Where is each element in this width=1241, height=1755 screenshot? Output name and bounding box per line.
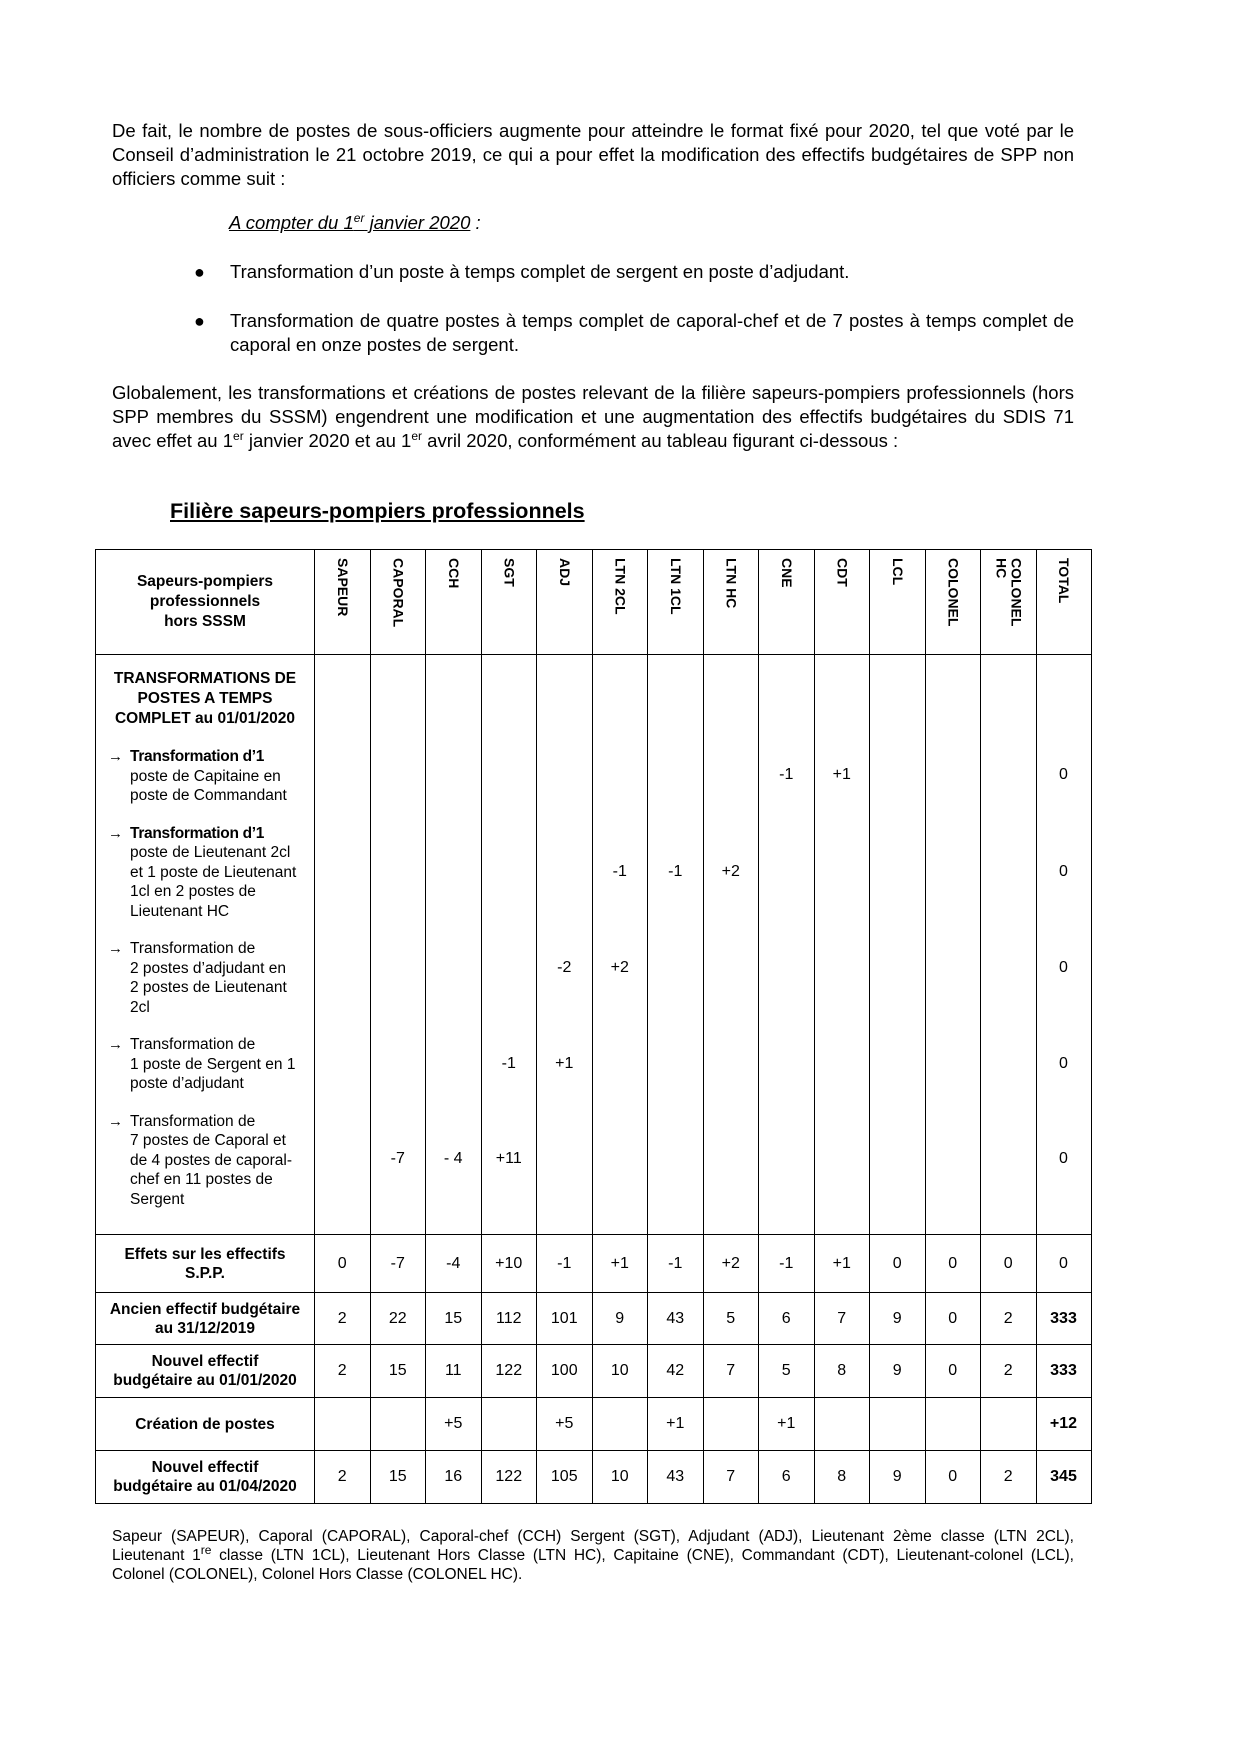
- table-cell: 2: [315, 1293, 371, 1345]
- table-cell: 43: [648, 1293, 704, 1345]
- transformations-value-cell: [315, 655, 371, 1235]
- table-cell: 0: [925, 1235, 981, 1293]
- transformation-line: 2 postes d’adjudant en: [130, 959, 286, 977]
- table-cell: 2: [981, 1451, 1037, 1504]
- transformation-value: -1: [779, 766, 794, 783]
- table-cell: +1: [592, 1235, 648, 1293]
- intro-paragraph: De fait, le nombre de postes de sous-officiers augmente pour atteindre le format fixé pour 2020, tel que voté par le Conseil d’administration le 21 octobre 2019, ce qui a pour effet la modification des effectifs budgétaires de SPP non officiers comme suit :: [112, 120, 1074, 189]
- summary-row-label-line: budgétaire au 01/01/2020: [113, 1372, 297, 1389]
- transformation-line: poste de Lieutenant 2cl: [130, 844, 291, 861]
- column-header: [315, 550, 371, 655]
- summary-row-label-line: Effets sur les effectifs: [124, 1245, 286, 1263]
- table-cell: 7: [703, 1345, 759, 1398]
- bullet-icon: ●: [194, 262, 205, 282]
- column-header: [814, 550, 870, 655]
- table-cell: 15: [370, 1451, 426, 1504]
- dated-heading-suffix: janvier 2020: [364, 212, 471, 233]
- arrow-icon: →: [108, 1112, 123, 1130]
- global-paragraph-part: janvier 2020 et au 1: [243, 430, 412, 451]
- total-cell: 333: [1036, 1345, 1091, 1398]
- table-cell: +1: [814, 1235, 870, 1293]
- table-cell: 122: [481, 1451, 537, 1504]
- table-cell: [481, 1398, 537, 1451]
- table-cell: +2: [703, 1235, 759, 1293]
- table-cell: +5: [537, 1398, 593, 1451]
- transformation-line: poste de Capitaine en: [130, 767, 281, 785]
- transformation-value: +11: [495, 1150, 522, 1167]
- transformations-title-line: TRANSFORMATIONS DE: [113, 670, 297, 687]
- transformations-value-cell: [592, 655, 648, 1235]
- arrow-icon: →: [108, 1036, 123, 1053]
- column-header-label: CDT: [834, 558, 851, 587]
- transformation-value: +1: [832, 766, 851, 783]
- summary-row-label: [96, 1451, 315, 1504]
- table-cell: 101: [537, 1293, 593, 1345]
- summary-row: [96, 1235, 1092, 1293]
- column-header: [925, 550, 981, 655]
- transformation-lead: Transformation de: [130, 940, 256, 957]
- transformations-label-cell: [96, 655, 315, 1235]
- bullet-item: [194, 260, 1074, 284]
- table-cell: 105: [537, 1451, 593, 1504]
- transformations-row: [96, 655, 1092, 1235]
- summary-row: [96, 1451, 1092, 1504]
- corner-line: professionnels: [149, 593, 261, 610]
- bullet-text: Transformation de quatre postes à temps complet de caporal-chef et de 7 postes à temps complet de caporal en onze postes de sergent.: [230, 310, 1074, 355]
- bullet-icon: ●: [194, 311, 205, 331]
- table-cell: -1: [537, 1235, 593, 1293]
- column-header: [537, 550, 593, 655]
- total-cell: 0: [1036, 1235, 1091, 1293]
- transformation-line: poste de Commandant: [130, 787, 287, 804]
- dated-heading-colon: :: [470, 212, 481, 233]
- table-cell: 7: [703, 1451, 759, 1504]
- arrow-icon: →: [108, 824, 123, 842]
- transformations-title: [102, 669, 308, 729]
- table-cell: [703, 1398, 759, 1451]
- transformations-value-cell: [648, 655, 704, 1235]
- table-cell: 0: [315, 1235, 371, 1293]
- transformation-line: 7 postes de Caporal et: [130, 1132, 286, 1149]
- column-header-label: CCH: [445, 558, 462, 589]
- table-header-row: [96, 550, 1092, 655]
- transformation-value: +1: [555, 1055, 574, 1072]
- table-cell: 2: [981, 1293, 1037, 1345]
- transformation-item: [102, 939, 308, 1017]
- table-cell: -1: [648, 1235, 704, 1293]
- total-cell: 333: [1036, 1293, 1091, 1345]
- transformations-value-cell: [370, 655, 426, 1235]
- table-cell: 0: [925, 1345, 981, 1398]
- table-cell: -7: [370, 1235, 426, 1293]
- bullet-text: Transformation d’un poste à temps complet de sergent en poste d’adjudant.: [230, 261, 850, 282]
- summary-row: [96, 1293, 1092, 1345]
- transformation-lead: Transformation d’1: [130, 748, 265, 765]
- dated-heading: [229, 212, 481, 234]
- transformation-line: Sergent: [130, 1190, 185, 1208]
- table-cell: 0: [925, 1451, 981, 1504]
- global-paragraph-sup: er: [233, 428, 244, 443]
- transformations-value-cell: [759, 655, 815, 1235]
- column-header-label: CAPORAL: [390, 558, 407, 628]
- transformation-line: et 1 poste de Lieutenant: [130, 863, 297, 881]
- transformations-value-cell: [1036, 655, 1091, 1235]
- staffing-table: [95, 549, 1092, 1504]
- transformation-line: de 4 postes de caporal-: [130, 1151, 292, 1169]
- transformation-value: 0: [1059, 863, 1068, 880]
- transformation-value: - 4: [443, 1150, 463, 1167]
- transformation-value: 0: [1059, 1055, 1068, 1072]
- table-cell: 0: [870, 1235, 926, 1293]
- table-cell: +1: [759, 1398, 815, 1451]
- table-cell: 15: [370, 1345, 426, 1398]
- table-cell: 0: [981, 1235, 1037, 1293]
- table-cell: 8: [814, 1345, 870, 1398]
- transformations-value-cell: [481, 655, 537, 1235]
- transformations-value-cell: [814, 655, 870, 1235]
- table-cell: [981, 1398, 1037, 1451]
- transformation-item: [102, 1112, 308, 1210]
- transformations-value-cell: [426, 655, 482, 1235]
- column-header-label: COLONEL: [945, 558, 962, 627]
- column-header-label: TOTAL: [1056, 558, 1072, 604]
- table-cell: 6: [759, 1451, 815, 1504]
- table-cell: 11: [426, 1345, 482, 1398]
- table-cell: [925, 1398, 981, 1451]
- table-cell: 42: [648, 1345, 704, 1398]
- arrow-icon: →: [108, 940, 123, 957]
- table-cell: 22: [370, 1293, 426, 1345]
- column-header: [759, 550, 815, 655]
- table-cell: [592, 1398, 648, 1451]
- summary-row-label: [96, 1235, 315, 1293]
- column-header: [481, 550, 537, 655]
- transformation-line: poste d’adjudant: [130, 1075, 244, 1092]
- column-header-label: LCL: [889, 558, 906, 586]
- transformation-line: 1 poste de Sergent en 1: [130, 1055, 296, 1073]
- transformations-value-cell: [703, 655, 759, 1235]
- transformations-title-line: POSTES A TEMPS: [137, 690, 273, 707]
- table-cell: [315, 1398, 371, 1451]
- footnote-part: classe (LTN 1CL), Lieutenant Hors Classe (LTN HC), Capitaine (CNE), Commandant (CDT), Lieutenant-colonel (LCL), Colonel (COLONEL), Colonel Hors Classe (COLONEL HC).: [112, 1547, 1074, 1583]
- table-cell: 8: [814, 1451, 870, 1504]
- table-cell: +1: [648, 1398, 704, 1451]
- transformations-value-cell: [537, 655, 593, 1235]
- transformation-line: 2cl: [130, 998, 150, 1016]
- table-cell: 2: [315, 1451, 371, 1504]
- column-header-label: SAPEUR: [334, 558, 351, 617]
- table-cell: 9: [870, 1293, 926, 1345]
- table-cell: [870, 1398, 926, 1451]
- transformation-line: 2 postes de Lieutenant: [130, 979, 287, 996]
- summary-row-label-line: budgétaire au 01/04/2020: [113, 1478, 297, 1495]
- total-cell: +12: [1036, 1398, 1091, 1451]
- column-header-label: ADJ: [556, 558, 573, 587]
- column-header-label: SGT: [501, 558, 518, 587]
- table-cell: -1: [759, 1235, 815, 1293]
- transformation-value: +2: [721, 863, 740, 880]
- table-cell: 112: [481, 1293, 537, 1345]
- summary-row-label: [96, 1398, 315, 1451]
- footnote-part: Sapeur (SAPEUR), Caporal (CAPORAL), Caporal-chef (CCH) Sergent (SGT), Adjudant (ADJ), Lieutenant 2ème classe (LTN 2CL), Lieutenant 1: [112, 1528, 1074, 1564]
- arrow-icon: →: [108, 748, 123, 765]
- table-cell: [370, 1398, 426, 1451]
- column-header-label: CNE: [778, 558, 795, 588]
- table-cell: 2: [981, 1345, 1037, 1398]
- transformation-lead: Transformation de: [130, 1112, 256, 1130]
- global-paragraph-part: avril 2020, conformément au tableau figurant ci-dessous :: [422, 430, 899, 451]
- summary-row: [96, 1398, 1092, 1451]
- transformation-value: -2: [557, 959, 572, 976]
- column-header: [1036, 550, 1091, 655]
- table-cell: 9: [592, 1293, 648, 1345]
- transformation-item: [102, 747, 308, 806]
- summary-row: [96, 1345, 1092, 1398]
- table-cell: 15: [426, 1293, 482, 1345]
- table-cell: +5: [426, 1398, 482, 1451]
- transformation-value: -1: [501, 1055, 516, 1072]
- table-corner-header: [96, 550, 315, 655]
- table-cell: [814, 1398, 870, 1451]
- transformations-value-cell: [870, 655, 926, 1235]
- table-cell: 10: [592, 1451, 648, 1504]
- summary-row-label-line: S.P.P.: [185, 1264, 225, 1282]
- table-cell: 2: [315, 1345, 371, 1398]
- summary-row-label-line: Nouvel effectif: [151, 1353, 259, 1370]
- transformations-title-line: COMPLET au 01/01/2020: [114, 710, 296, 727]
- table-cell: 10: [592, 1345, 648, 1398]
- table-cell: 9: [870, 1345, 926, 1398]
- transformation-lead: Transformation d’1: [130, 824, 265, 842]
- column-header-label: COLONEL HC: [993, 558, 1025, 627]
- table-cell: 43: [648, 1451, 704, 1504]
- summary-row-label: [96, 1293, 315, 1345]
- transformation-item: [102, 824, 308, 922]
- dated-heading-sup: er: [353, 210, 365, 225]
- table-cell: 0: [925, 1293, 981, 1345]
- column-header: [370, 550, 426, 655]
- summary-row-label-line: au 31/12/2019: [155, 1319, 255, 1337]
- table-cell: 6: [759, 1293, 815, 1345]
- transformation-value: -1: [668, 863, 683, 880]
- transformation-item: [102, 1035, 308, 1094]
- transformations-value-cell: [981, 655, 1037, 1235]
- global-paragraph-sup: er: [411, 428, 423, 443]
- footnote: [112, 1527, 1074, 1584]
- transformations-value-cell: [925, 655, 981, 1235]
- table-cell: 7: [814, 1293, 870, 1345]
- table-cell: 5: [703, 1293, 759, 1345]
- transformation-value: +2: [610, 959, 629, 976]
- transformation-value: 0: [1059, 766, 1068, 783]
- table-cell: 16: [426, 1451, 482, 1504]
- corner-line: Sapeurs-pompiers: [136, 573, 274, 590]
- transformation-line: chef en 11 postes de: [130, 1171, 273, 1188]
- summary-row-label-line: Ancien effectif budgétaire: [109, 1300, 301, 1318]
- transformation-value: -7: [390, 1150, 405, 1167]
- summary-row-label-line: Nouvel effectif: [151, 1459, 259, 1476]
- footnote-sup: re: [200, 1542, 212, 1557]
- table-cell: +10: [481, 1235, 537, 1293]
- summary-row-label-line: Création de postes: [135, 1415, 275, 1433]
- transformation-value: -1: [612, 863, 627, 880]
- total-cell: 345: [1036, 1451, 1091, 1504]
- table-cell: 9: [870, 1451, 926, 1504]
- transformation-value: 0: [1059, 1150, 1068, 1167]
- transformation-line: 1cl en 2 postes de: [130, 883, 256, 900]
- table-cell: 100: [537, 1345, 593, 1398]
- column-header-label: LTN HC: [723, 558, 740, 609]
- section-title: Filière sapeurs-pompiers professionnels: [170, 499, 585, 523]
- column-header: [703, 550, 759, 655]
- column-header: [981, 550, 1037, 655]
- transformation-value: 0: [1059, 959, 1068, 976]
- column-header: [648, 550, 704, 655]
- transformation-line: Lieutenant HC: [130, 902, 230, 920]
- bullet-item: [194, 309, 1074, 357]
- global-paragraph: [112, 381, 1074, 453]
- dated-heading-prefix: A compter du 1: [229, 212, 354, 233]
- table-cell: -4: [426, 1235, 482, 1293]
- summary-row-label: [96, 1345, 315, 1398]
- column-header-label: LTN 2CL: [612, 558, 629, 615]
- table-cell: 5: [759, 1345, 815, 1398]
- corner-line: hors SSSM: [164, 613, 246, 630]
- column-header: [592, 550, 648, 655]
- transformation-lead: Transformation de: [130, 1036, 256, 1053]
- column-header: [870, 550, 926, 655]
- column-header-label: LTN 1CL: [667, 558, 684, 615]
- column-header: [426, 550, 482, 655]
- table-cell: 122: [481, 1345, 537, 1398]
- global-paragraph-part: Globalement, les transformations et créations de postes relevant de la filière sapeurs-pompiers professionnels (hors SPP membres du SSSM) engendrent une modification et une augmentation des effectifs budgétaires du SDIS 71 avec effet au 1: [112, 382, 1074, 451]
